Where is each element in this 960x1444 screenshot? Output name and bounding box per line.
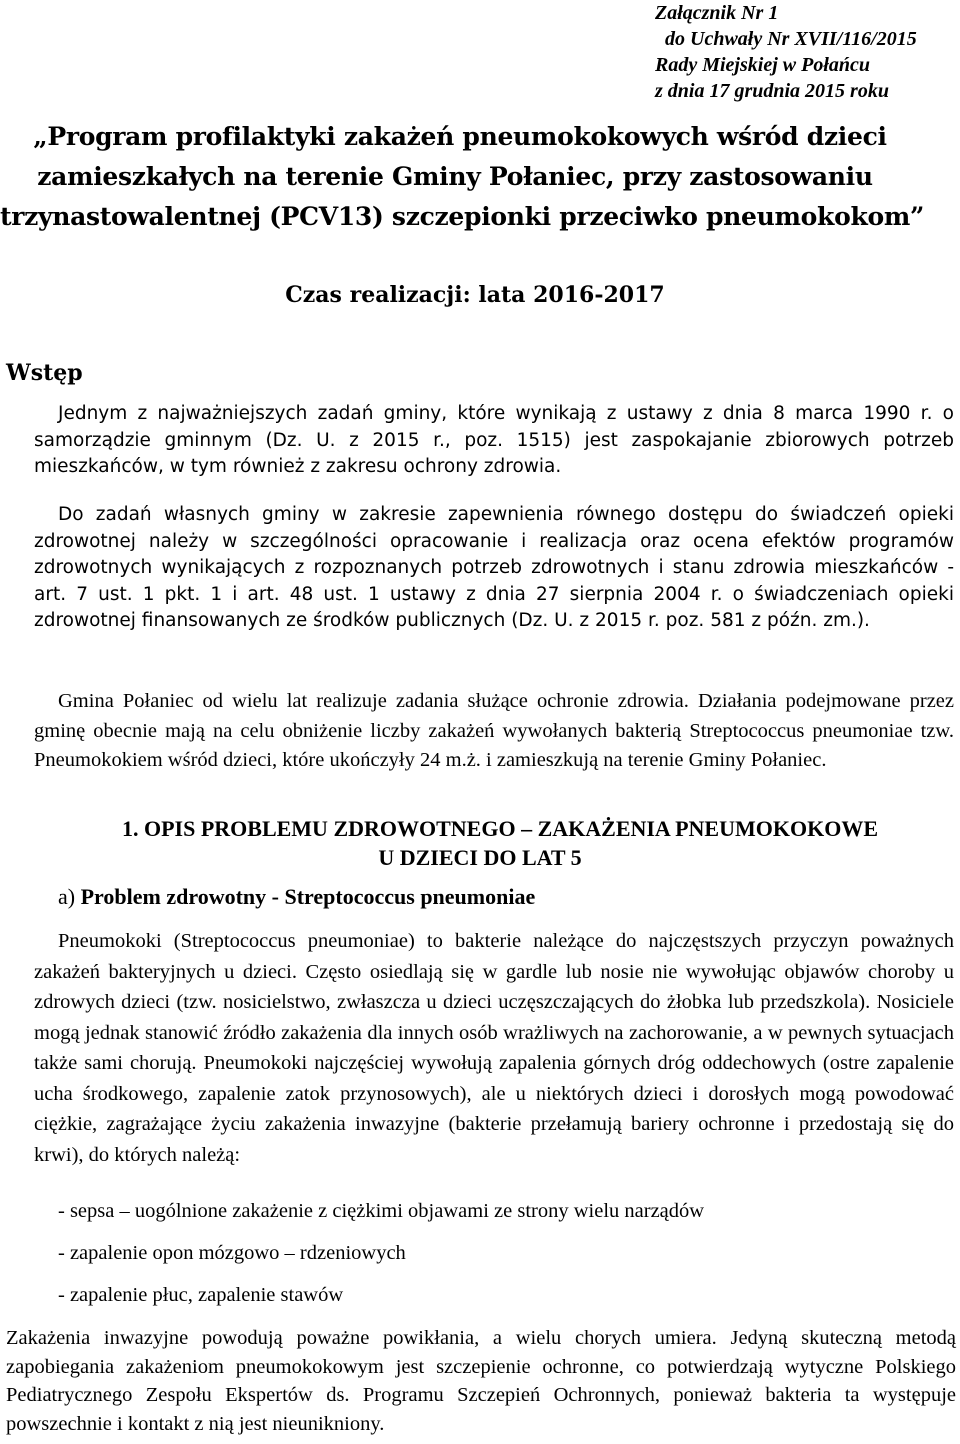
- document-title: [0, 117, 960, 237]
- chapter-heading: [0, 814, 960, 872]
- subsection-title: Problem zdrowotny - Streptococcus pneumoniae: [80, 884, 536, 909]
- intro-paragraph-2: Do zadań własnych gminy w zakresie zapewnienia równego dostępu do świadczeń opieki zdrowotnej należy w szczególności opracowanie i realizacja oraz ocena efektów programów zdrowotnych wynikających z rozpoznanych potrzeb zdrowotnych i stanu zdrowia mieszkańców - art. 7 ust. 1 pkt. 1 i art. 48 ust. 1 ustawy z dnia 27 sierpnia 2004 r. o świadczeniach opieki zdrowotnej finansowanych ze środków publicznych (Dz. U. z 2015 r. poz. 581 z późn. zm.).: [34, 504, 954, 631]
- resolution-date: z dnia 17 grudnia 2015 roku: [655, 80, 889, 102]
- list-item: - zapalenie opon mózgowo – rdzeniowych: [58, 1242, 406, 1264]
- closing-paragraph: Zakażenia inwazyjne powodują poważne powikłania, a wielu chorych umiera. Jedyną skuteczną metodą zapobiegania zakażeniom pneumokokowym jest szczepienie ochronne, co potwierdzają wytyczne Polskiego Pediatrycznego Zespołu Ekspertów ds. Programu Szczepień Ochronnych, ponieważ bakteria ta występuje powszechnie i kontakt z nią jest nieunikniony.: [6, 1327, 956, 1435]
- chapter-heading-line: U DZIECI DO LAT 5: [378, 845, 582, 870]
- chapter-paragraph: Pneumokoki (Streptococcus pneumoniae) to bakterie należące do najczęstszych przyczyn poważnych zakażeń bakteryjnych u dzieci. Często osiedlają się w gardle lub nosie nie wywołując objawów choroby u zdrowych dzieci (tzw. nosicielstwo, zwłaszcza u dzieci uczęszczających do żłobka lub przedszkola). Nosiciele mogą jednak stanowić źródło zakażenia dla innych osób wrażliwych na zachorowanie, a w pewnych sytuacjach także sami chorują. Pneumokoki najczęściej wywołują zapalenia górnych dróg oddechowych (ostre zapalenie ucha środkowego, zapalenie zatok przynosowych), ale u niektórych dzieci i dorosłych mogą powodować ciężkie, zagrażające życiu zakażenia inwazyjne (bakterie przełamują bariery ochronne i przedostają się do krwi), do których należą:: [34, 930, 954, 1166]
- list-item: - sepsa – uogólnione zakażenie z ciężkimi objawami ze strony wielu narządów: [58, 1200, 705, 1222]
- title-line: „Program profilaktyki zakażeń pneumokokowych wśród dzieci: [33, 122, 887, 151]
- attachment-number: Załącznik Nr 1: [655, 2, 779, 24]
- resolution-number: do Uchwały Nr XVII/116/2015: [665, 28, 917, 50]
- subsection-marker: a): [58, 884, 76, 909]
- list-item: - zapalenie płuc, zapalenie stawów: [58, 1284, 344, 1306]
- section-heading-intro: Wstęp: [6, 360, 83, 386]
- realization-period: Czas realizacji: lata 2016-2017: [285, 282, 665, 308]
- council-name: Rady Miejskiej w Połańcu: [655, 54, 870, 76]
- attachment-header: [655, 0, 955, 104]
- intro-paragraph-3: Gmina Połaniec od wielu lat realizuje zadania służące ochronie zdrowia. Działania podejmowane przez gminę obecnie mają na celu obniżenie liczby zakażeń wywołanych bakterią Streptococcus pneumoniae tzw. Pneumokokiem wśród dzieci, które ukończyły 24 m.ż. i zamieszkują na terenie Gminy Połaniec.: [34, 690, 954, 771]
- subsection-heading: [58, 884, 535, 910]
- intro-paragraph-1: Jednym z najważniejszych zadań gminy, które wynikają z ustawy z dnia 8 marca 1990 r. o samorządzie gminnym (Dz. U. z 2015 r., poz. 1515) jest zaspokajanie zbiorowych potrzeb mieszkańców, w tym również z zakresu ochrony zdrowia.: [34, 403, 954, 477]
- chapter-heading-line: 1. OPIS PROBLEMU ZDROWOTNEGO – ZAKAŻENIA PNEUMOKOKOWE: [121, 816, 878, 841]
- title-line: trzynastowalentnej (PCV13) szczepionki przeciwko pneumokokom”: [0, 202, 925, 231]
- title-line: zamieszkałych na terenie Gminy Połaniec, przy zastosowaniu: [37, 162, 873, 191]
